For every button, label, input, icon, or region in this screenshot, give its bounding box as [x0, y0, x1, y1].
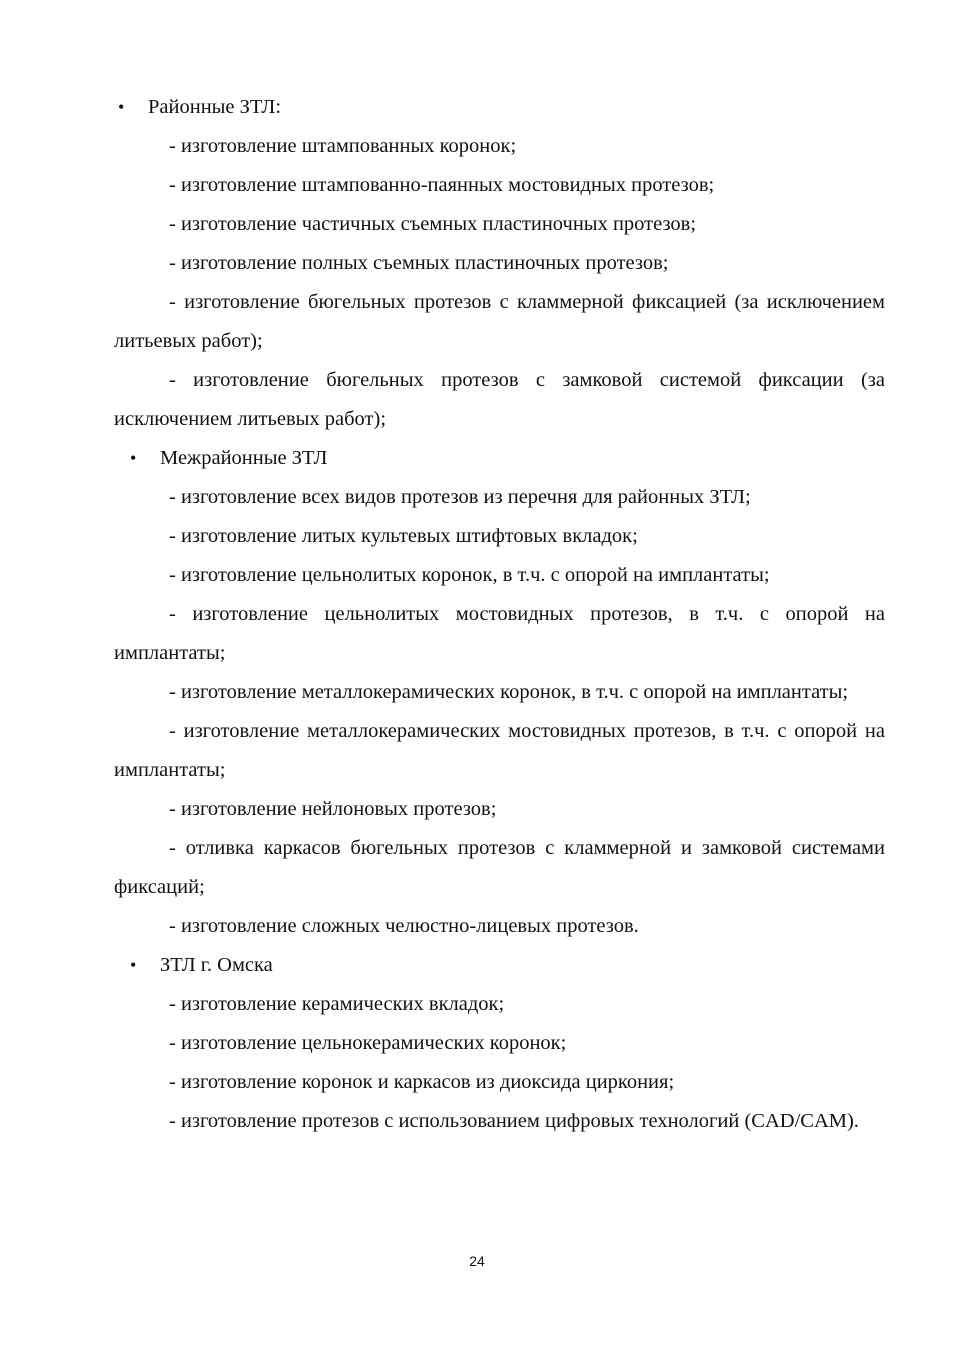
list-item: - изготовление протезов с использованием цифровых технологий (CAD/CAM).: [169, 1110, 859, 1132]
list-item: - изготовление бюгельных протезов с замковой системой фиксации (за исключением литьевых работ);: [114, 369, 885, 430]
list-item: - изготовление частичных съемных пластиночных протезов;: [169, 213, 697, 235]
list-item: - изготовление литых культевых штифтовых вкладок;: [169, 525, 638, 547]
section-heading-district-labs: [114, 88, 885, 127]
section-heading-text: Межрайонные ЗТЛ: [160, 447, 328, 469]
bullet-icon: •: [130, 448, 137, 468]
list-item: - изготовление всех видов протезов из перечня для районных ЗТЛ;: [169, 486, 751, 508]
section-heading-interdistrict-labs: [114, 439, 885, 478]
list-item: - изготовление нейлоновых протезов;: [169, 798, 497, 820]
list-item: - изготовление керамических вкладок;: [169, 993, 505, 1015]
list-item: - отливка каркасов бюгельных протезов с кламмерной и замковой системами фиксаций;: [114, 837, 885, 898]
list-item: - изготовление сложных челюстно-лицевых протезов.: [169, 915, 639, 937]
section-heading-text: Районные ЗТЛ:: [148, 96, 282, 118]
bullet-icon: •: [130, 955, 137, 975]
page-number: 24: [469, 1253, 485, 1269]
list-item: - изготовление металлокерамических мостовидных протезов, в т.ч. с опорой на имплантаты;: [114, 720, 885, 781]
list-item: - изготовление цельнокерамических коронок;: [169, 1032, 567, 1054]
list-item: - изготовление цельнолитых коронок, в т.ч. с опорой на имплантаты;: [169, 564, 770, 586]
list-item: - изготовление штампованно-паянных мостовидных протезов;: [169, 174, 715, 196]
list-item: - изготовление бюгельных протезов с кламмерной фиксацией (за исключением литьевых работ);: [114, 291, 885, 352]
document-body: [114, 88, 885, 1141]
list-item: - изготовление полных съемных пластиночных протезов;: [169, 252, 669, 274]
list-item: - изготовление металлокерамических коронок, в т.ч. с опорой на имплантаты;: [169, 681, 849, 703]
list-item: - изготовление штампованных коронок;: [169, 135, 517, 157]
bullet-icon: •: [118, 97, 125, 117]
list-item: - изготовление цельнолитых мостовидных протезов, в т.ч. с опорой на имплантаты;: [114, 603, 885, 664]
section-heading-text: ЗТЛ г. Омска: [160, 954, 273, 976]
list-item: - изготовление коронок и каркасов из диоксида циркония;: [169, 1071, 675, 1093]
section-heading-omsk-labs: [114, 946, 885, 985]
